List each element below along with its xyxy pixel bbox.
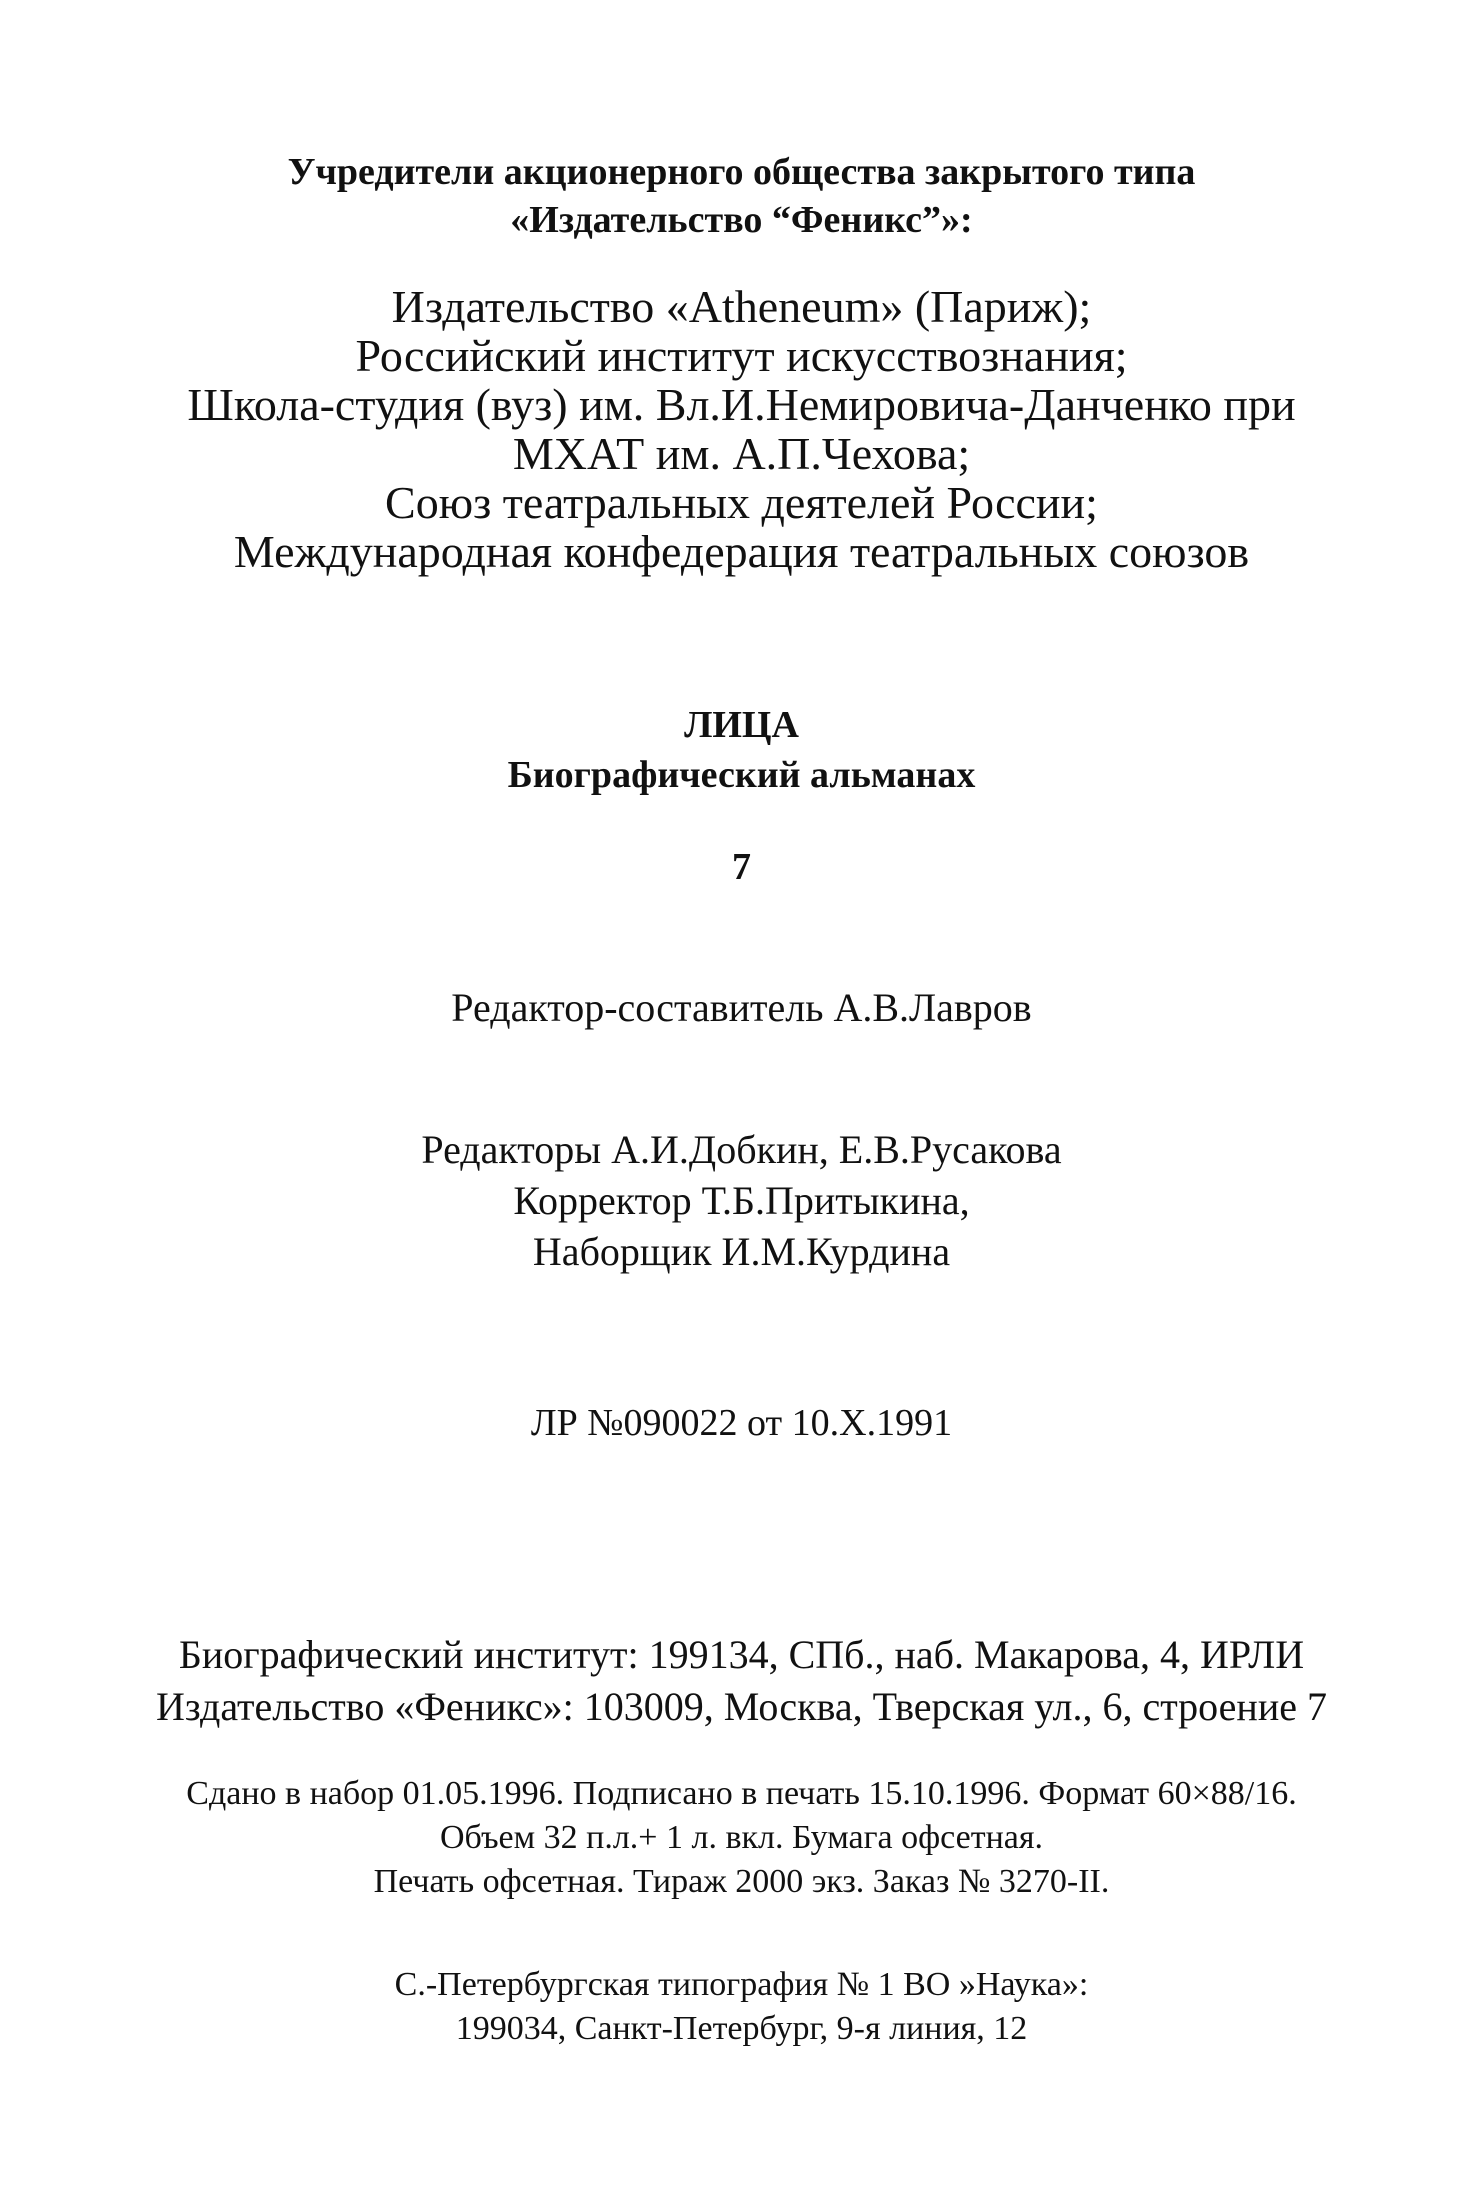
founder-item: Союз театральных деятелей России; [385, 477, 1098, 528]
license-block [0, 1398, 1483, 1448]
print-details-line: Печать офсетная. Тираж 2000 экз. Заказ № 3270-II. [373, 1863, 1110, 1900]
founder-item: Школа-студия (вуз) им. Вл.И.Немировича-Данченко при [187, 379, 1296, 430]
founders-list [0, 282, 1483, 576]
founder-item: Международная конфедерация театральных союзов [233, 526, 1250, 577]
print-details-block [0, 1772, 1483, 1904]
editors-credit: Редакторы А.И.Добкин, Е.В.Русакова [421, 1127, 1062, 1172]
printer-name: С.-Петербургская типография № 1 ВО »Наука»: [394, 1966, 1089, 2003]
almanac-title-block [0, 700, 1483, 800]
print-details-line: Объем 32 п.л.+ 1 л. вкл. Бумага офсетная. [439, 1819, 1044, 1856]
almanac-subtitle: Биографический альманах [507, 754, 976, 796]
founder-item: Российский институт искусствознания; [355, 330, 1128, 381]
typesetter-credit: Наборщик И.М.Курдина [532, 1229, 951, 1274]
founder-item: МХАТ им. А.П.Чехова; [512, 428, 971, 479]
proofreader-credit: Корректор Т.Б.Притыкина, [513, 1178, 970, 1223]
compiler-credit: Редактор-составитель А.В.Лавров [451, 985, 1032, 1030]
compiler-block [0, 982, 1483, 1034]
founders-heading [0, 148, 1483, 244]
volume-number-block [0, 842, 1483, 892]
publisher-address: Издательство «Феникс»: 103009, Москва, Тверская ул., 6, строение 7 [156, 1684, 1327, 1729]
license-number: ЛР №090022 от 10.X.1991 [530, 1402, 953, 1444]
founders-heading-line-2: «Издательство “Феникс”»: [510, 199, 973, 241]
institute-address: Биографический институт: 199134, СПб., наб. Макарова, 4, ИРЛИ [178, 1632, 1305, 1677]
print-details-line: Сдано в набор 01.05.1996. Подписано в печать 15.10.1996. Формат 60×88/16. [186, 1775, 1297, 1812]
addresses-block [0, 1629, 1483, 1733]
printer-address: 199034, Санкт-Петербург, 9-я линия, 12 [455, 2010, 1028, 2047]
volume-number: 7 [732, 846, 751, 888]
printer-block [0, 1963, 1483, 2051]
staff-credits [0, 1124, 1483, 1277]
founder-item: Издательство «Atheneum» (Париж); [391, 281, 1092, 332]
founders-heading-line-1: Учредители акционерного общества закрытого типа [287, 151, 1196, 193]
almanac-title: ЛИЦА [684, 704, 799, 746]
